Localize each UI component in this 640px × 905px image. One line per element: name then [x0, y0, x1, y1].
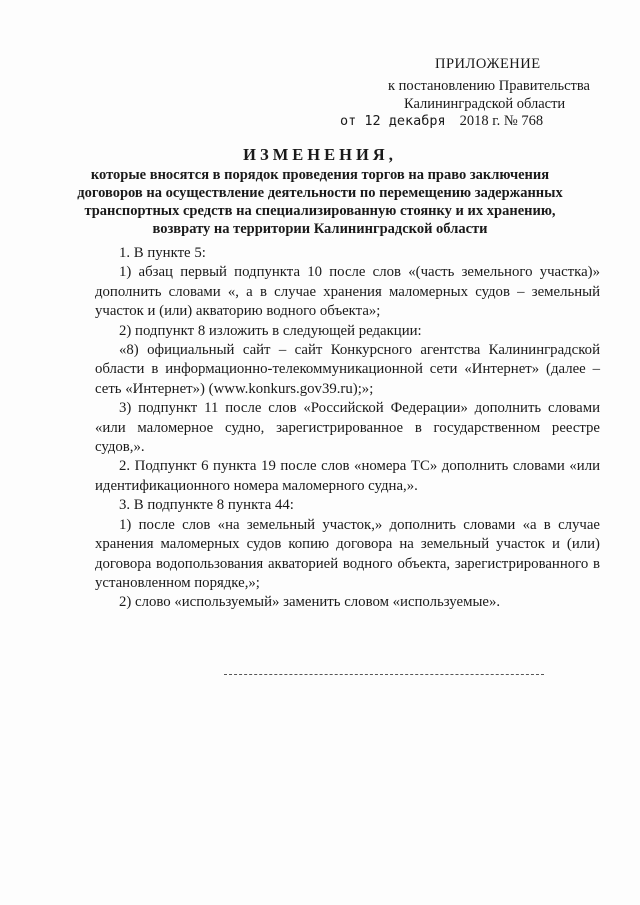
- appendix-resolution-line: к постановлению Правительства: [388, 78, 590, 94]
- paragraph: 1. В пункте 5:: [119, 245, 206, 261]
- paragraph: «8) официальный сайт – сайт Конкурсного агентства Калининградской области в информационно-телекоммуникационной сети «Интернет» (далее – сеть «Интернет») (www.konkurs.gov39.ru);»;: [95, 342, 600, 397]
- paragraph: 2) подпункт 8 изложить в следующей редакции:: [119, 322, 422, 339]
- document-heading: ИЗМЕНЕНИЯ,: [243, 145, 397, 164]
- end-separator-line: [224, 674, 544, 675]
- appendix-year: 2018 г.: [459, 113, 501, 129]
- appendix-region-line: Калининградской области: [404, 96, 566, 112]
- appendix-number: № 768: [503, 113, 544, 129]
- document-body: [95, 244, 600, 613]
- paragraph: 1) после слов «на земельный участок,» дополнить словами «а в случае хранения маломерных судов копию договора на земельный участок и (или) договора водопользования акваторией водного объекта, зарегистрированного в установленном порядке,»;: [95, 516, 600, 591]
- paragraph: 3) подпункт 11 после слов «Российской Федерации» дополнить словами «или маломерное судно, зарегистрированное в государственном реестре судов,».: [95, 400, 600, 456]
- appendix-title: ПРИЛОЖЕНИЕ: [435, 56, 541, 72]
- appendix-date: от 12 декабря: [340, 113, 446, 129]
- appendix-date-number-line: [340, 112, 543, 130]
- paragraph: 3. В подпункте 8 пункта 44:: [119, 497, 294, 514]
- paragraph: 2) слово «используемый» заменить словом «используемые».: [119, 594, 501, 611]
- document-subheading: которые вносятся в порядок проведения торгов на право заключения договоров на осуществление деятельности по перемещению задержанных транспортных средств на специализированную стоянку и их хранению, возврату на территории Калининградской области: [77, 167, 563, 237]
- paragraph: 2. Подпункт 6 пункта 19 после слов «номера ТС» дополнить словами «или идентификационного номера маломерного судна,».: [95, 458, 600, 494]
- paragraph: 1) абзац первый подпункта 10 после слов «(часть земельного участка)» дополнить словами «, а в случае хранения маломерных судов – земельный участок и (или) акваторию водного объекта»;: [95, 264, 600, 320]
